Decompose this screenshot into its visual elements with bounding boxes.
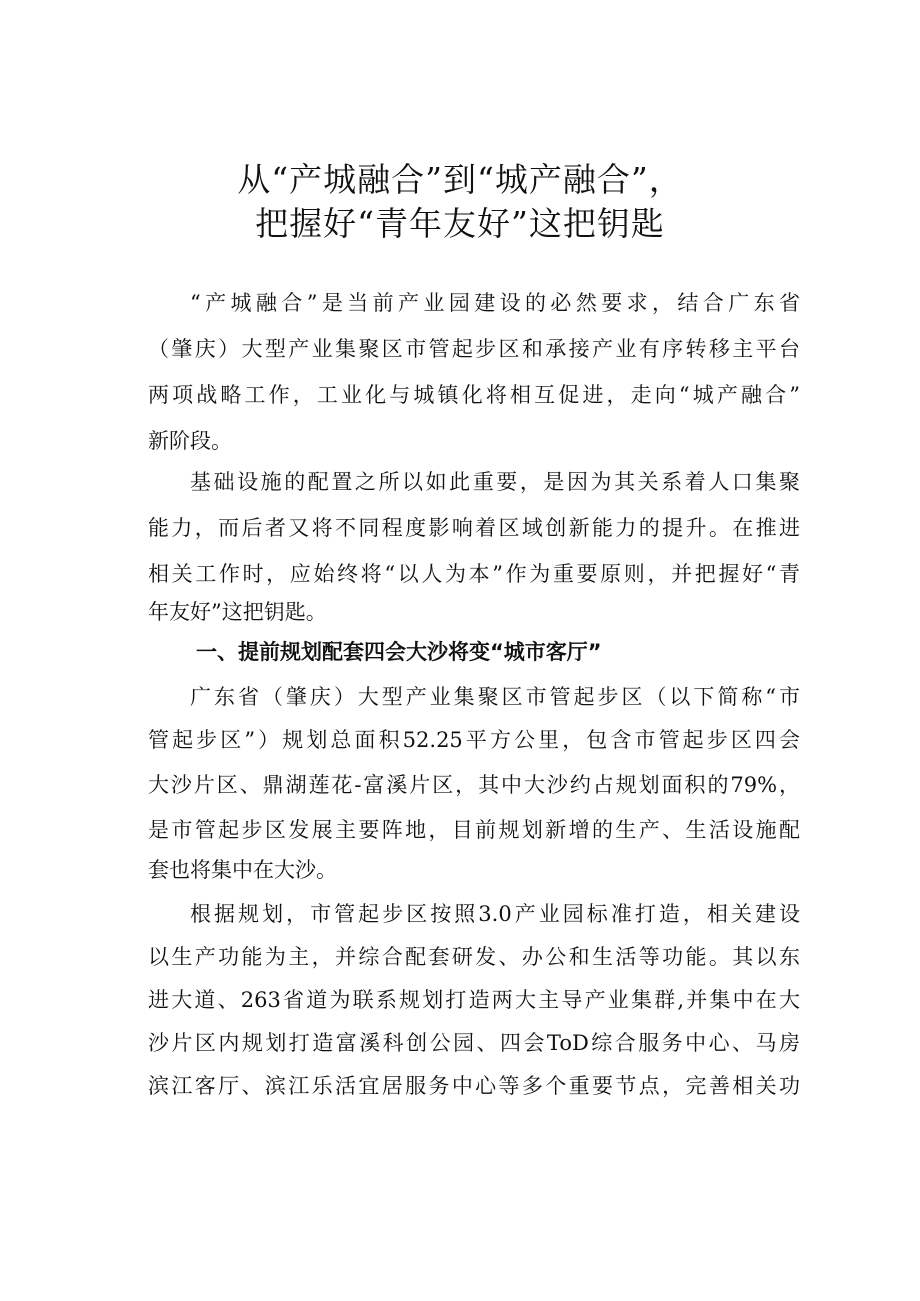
paragraph-line: 沙片区内规划打造富溪科创公园、四会ToD综合服务中心、马房 [148, 1031, 800, 1055]
paragraph-line: 是市管起步区发展主要阵地，目前规划新增的生产、生活设施配 [148, 818, 800, 842]
paragraph-line: 相关工作时，应始终将“以人为本”作为重要原则，并把握好“青 [148, 562, 800, 586]
paragraph-line: 以生产功能为主，并综合配套研发、办公和生活等功能。其以东 [148, 945, 800, 969]
paragraph-line: “产城融合”是当前产业园建设的必然要求，结合广东省 [190, 291, 800, 315]
paragraph-line: 年友好”这把钥匙。 [148, 600, 327, 624]
paragraph-line: 滨江客厅、滨江乐活宜居服务中心等多个重要节点，完善相关功 [148, 1074, 800, 1098]
document-title-line-1: 从“产城融合”到“城产融合”， [237, 160, 683, 199]
paragraph-line: 进大道、263省道为联系规划打造两大主导产业集群,并集中在大 [148, 988, 800, 1012]
paragraph-line: 管起步区”）规划总面积52.25平方公里，包含市管起步区四会 [148, 728, 800, 752]
paragraph-line: 基础设施的配置之所以如此重要，是因为其关系着人口集聚 [190, 470, 800, 494]
paragraph-line: 广东省（肇庆）大型产业集聚区市管起步区（以下简称“市 [190, 685, 800, 709]
paragraph-line: 根据规划，市管起步区按照3.0产业园标准打造，相关建设 [190, 902, 800, 926]
document-title-line-2: 把握好“青年友好”这把钥匙 [255, 204, 665, 243]
section-heading: 一、提前规划配套四会大沙将变“城市客厅” [196, 640, 602, 664]
paragraph-line: 套也将集中在大沙。 [148, 858, 337, 882]
paragraph-line: 大沙片区、鼎湖莲花-富溪片区，其中大沙约占规划面积的79%， [148, 773, 800, 797]
paragraph-line: 新阶段。 [148, 429, 232, 453]
paragraph-line: （肇庆）大型产业集聚区市管起步区和承接产业有序转移主平台 [148, 337, 800, 361]
paragraph-line: 能力，而后者又将不同程度影响着区域创新能力的提升。在推进 [148, 516, 800, 540]
paragraph-line: 两项战略工作，工业化与城镇化将相互促进，走向“城产融合” [148, 383, 800, 407]
